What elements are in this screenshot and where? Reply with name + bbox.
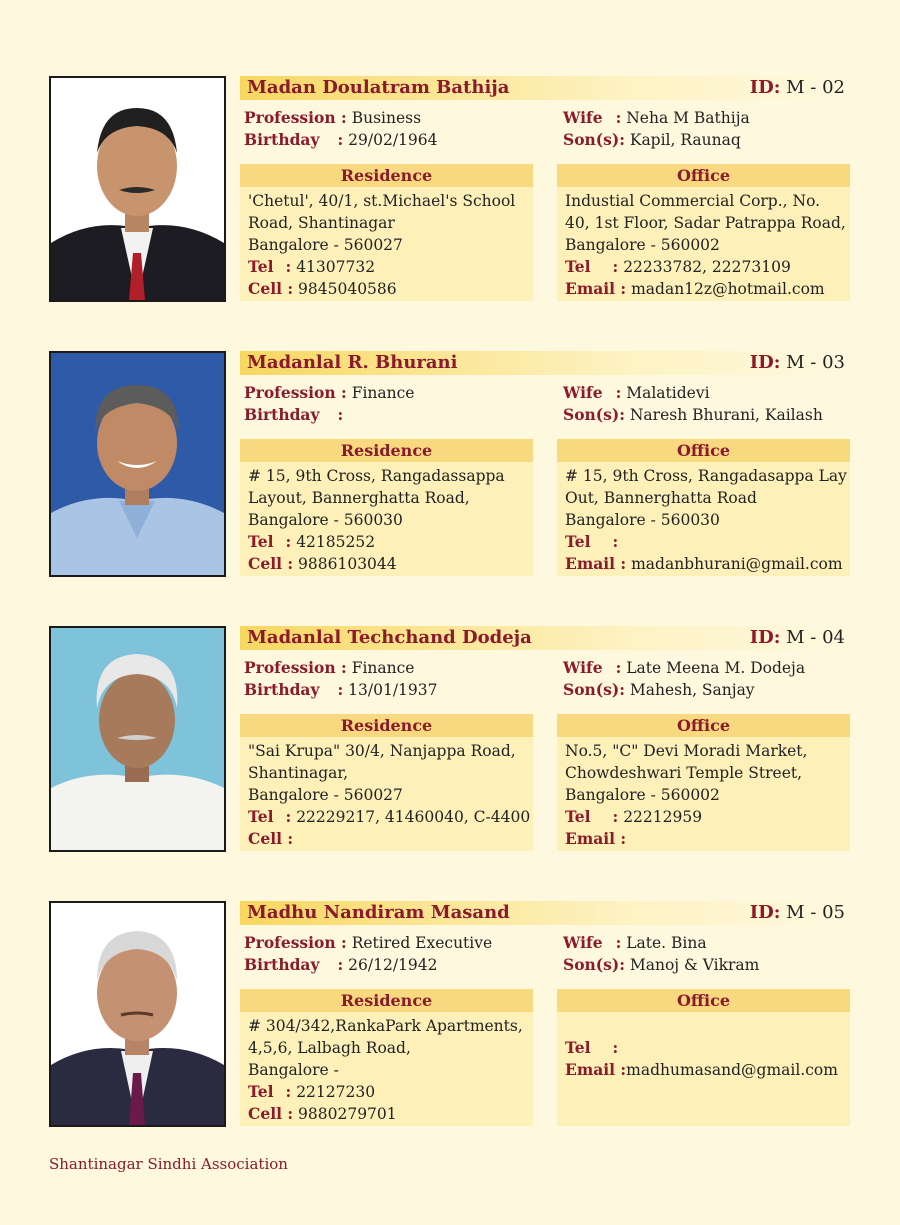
office-heading: Office [557, 164, 850, 187]
office-tel-row [565, 1037, 842, 1059]
wife-label: Wife [563, 658, 603, 677]
residence-address-line: Bangalore - 560027 [248, 786, 403, 804]
office-address-line: Industial Commercial Corp., No. [565, 192, 821, 210]
office-box [557, 989, 850, 1126]
residence-heading: Residence [240, 989, 533, 1012]
office-heading: Office [557, 989, 850, 1012]
office-heading: Office [557, 439, 850, 462]
sons-label: Son(s): [563, 955, 625, 974]
sons-value: Manoj & Vikram [629, 956, 760, 974]
birthday-label: Birthday [244, 405, 320, 424]
profession-label: Profession : [244, 933, 347, 952]
footer-association-name: Shantinagar Sindhi Association [49, 1155, 288, 1173]
sons-value: Kapil, Raunaq [629, 131, 741, 149]
profession-value: Finance [351, 659, 415, 677]
residence-cell-row [248, 553, 525, 575]
birthday-value: 29/02/1964 [348, 131, 438, 149]
office-address-line [565, 1015, 842, 1037]
tel-label: Tel [248, 1082, 274, 1101]
office-address-line: Bangalore - 560030 [565, 511, 720, 529]
member-photo [49, 351, 226, 577]
residence-address-line: Layout, Bannerghatta Road, [248, 489, 470, 507]
wife-value: Late Meena M. Dodeja [626, 659, 806, 677]
sons-value: Naresh Bhurani, Kailash [629, 406, 823, 424]
residence-box [240, 439, 533, 576]
office-heading: Office [557, 714, 850, 737]
residence-box [240, 164, 533, 301]
residence-address-line: Road, Shantinagar [248, 214, 395, 232]
id-value: M - 05 [786, 902, 845, 923]
cell-label: Cell : [248, 1104, 294, 1123]
portrait-image [51, 353, 224, 575]
wife-colon: : [615, 383, 622, 402]
tel-colon: : [612, 257, 619, 276]
office-box [557, 439, 850, 576]
profession-value: Finance [351, 384, 415, 402]
profession-row [244, 657, 414, 679]
office-box [557, 164, 850, 301]
residence-tel-row [248, 1081, 525, 1103]
id-label: ID: [749, 352, 781, 373]
residence-tel-row [248, 531, 525, 553]
residence-address-line: Bangalore - 560027 [248, 236, 403, 254]
email-label: Email : [565, 554, 627, 573]
wife-colon: : [615, 658, 622, 677]
birthday-colon: : [337, 130, 344, 149]
office-box [557, 714, 850, 851]
residence-heading: Residence [240, 714, 533, 737]
profession-row [244, 932, 492, 954]
email-label: Email : [565, 279, 627, 298]
member-entry [0, 901, 900, 1131]
tel-colon: : [612, 1038, 619, 1057]
residence-heading: Residence [240, 439, 533, 462]
cell-value: 9880279701 [298, 1105, 397, 1123]
residence-address-line: Bangalore - [248, 1061, 339, 1079]
birthday-label: Birthday [244, 955, 320, 974]
residence-tel-row [248, 806, 531, 828]
birthday-colon: : [337, 955, 344, 974]
tel-value: 41307732 [296, 258, 376, 276]
tel-value: 42185252 [296, 533, 376, 551]
office-email-row [565, 1059, 842, 1081]
id-value: M - 04 [786, 627, 845, 648]
wife-colon: : [615, 933, 622, 952]
residence-tel-row [248, 256, 525, 278]
member-name: Madhu Nandiram Masand [247, 902, 510, 923]
office-email-row [565, 278, 842, 300]
sons-value: Mahesh, Sanjay [629, 681, 755, 699]
member-id [750, 352, 845, 373]
office-tel-row [565, 531, 842, 553]
cell-value: 9845040586 [298, 280, 397, 298]
id-label: ID: [749, 627, 781, 648]
sons-row [563, 954, 759, 976]
cell-value: 9886103044 [298, 555, 397, 573]
tel-value: 22229217, 41460040, C-4400 [296, 808, 531, 826]
office-address-line: # 15, 9th Cross, Rangadasappa Lay [565, 467, 847, 485]
portrait-image [51, 903, 224, 1125]
office-address-line: Chowdeshwari Temple Street, [565, 764, 803, 782]
residence-box [240, 989, 533, 1126]
profession-label: Profession : [244, 383, 347, 402]
tel-value: 22212959 [623, 808, 703, 826]
tel-label: Tel [565, 807, 591, 826]
member-id [750, 902, 845, 923]
member-name: Madanlal R. Bhurani [247, 352, 458, 373]
office-address-line: No.5, "C" Devi Moradi Market, [565, 742, 808, 760]
member-id [750, 627, 845, 648]
residence-heading: Residence [240, 164, 533, 187]
tel-colon: : [612, 807, 619, 826]
residence-cell-row [248, 828, 525, 850]
member-photo [49, 626, 226, 852]
wife-label: Wife [563, 108, 603, 127]
wife-row [563, 932, 707, 954]
office-address-line: Bangalore - 560002 [565, 236, 720, 254]
birthday-label: Birthday [244, 130, 320, 149]
residence-cell-row [248, 1103, 525, 1125]
member-entry [0, 626, 900, 856]
residence-address-line: 'Chetul', 40/1, st.Michael's School [248, 192, 516, 210]
wife-value: Neha M Bathija [626, 109, 750, 127]
id-value: M - 02 [786, 77, 845, 98]
id-label: ID: [749, 77, 781, 98]
office-tel-row [565, 806, 842, 828]
tel-colon: : [612, 532, 619, 551]
member-entry [0, 351, 900, 581]
office-address-line: 40, 1st Floor, Sadar Patrappa Road, [565, 214, 846, 232]
residence-cell-row [248, 278, 525, 300]
profession-value: Business [351, 109, 422, 127]
residence-box [240, 714, 533, 851]
wife-row [563, 657, 805, 679]
profession-value: Retired Executive [351, 934, 493, 952]
wife-label: Wife [563, 933, 603, 952]
member-photo [49, 901, 226, 1127]
office-email-row [565, 553, 842, 575]
birthday-colon: : [337, 405, 344, 424]
email-value: madan12z@hotmail.com [631, 280, 825, 298]
birthday-label: Birthday [244, 680, 320, 699]
email-label: Email : [565, 829, 627, 848]
portrait-image [51, 78, 224, 300]
birthday-value: 13/01/1937 [348, 681, 438, 699]
tel-label: Tel [248, 807, 274, 826]
member-id [750, 77, 845, 98]
portrait-image [51, 628, 224, 850]
birthday-colon: : [337, 680, 344, 699]
profession-label: Profession : [244, 108, 347, 127]
member-photo [49, 76, 226, 302]
office-tel-row [565, 256, 842, 278]
sons-row [563, 129, 741, 151]
residence-address-line: # 304/342,RankaPark Apartments, [248, 1017, 523, 1035]
member-name: Madanlal Techchand Dodeja [247, 627, 532, 648]
wife-value: Malatidevi [626, 384, 710, 402]
tel-value: 22127230 [296, 1083, 376, 1101]
birthday-row [244, 129, 438, 151]
tel-label: Tel [248, 257, 274, 276]
wife-colon: : [615, 108, 622, 127]
residence-address-line: Bangalore - 560030 [248, 511, 403, 529]
profession-label: Profession : [244, 658, 347, 677]
email-value: madhumasand@gmail.com [626, 1061, 838, 1079]
sons-row [563, 679, 755, 701]
birthday-row [244, 954, 438, 976]
tel-colon: : [285, 807, 292, 826]
id-label: ID: [749, 902, 781, 923]
tel-label: Tel [565, 257, 591, 276]
sons-label: Son(s): [563, 130, 625, 149]
email-value: madanbhurani@gmail.com [631, 555, 843, 573]
profession-row [244, 382, 414, 404]
wife-value: Late. Bina [626, 934, 707, 952]
sons-label: Son(s): [563, 680, 625, 699]
residence-address-line: 4,5,6, Lalbagh Road, [248, 1039, 411, 1057]
cell-label: Cell : [248, 829, 294, 848]
cell-label: Cell : [248, 279, 294, 298]
tel-label: Tel [565, 1038, 591, 1057]
wife-row [563, 382, 710, 404]
profession-row [244, 107, 421, 129]
residence-address-line: # 15, 9th Cross, Rangadassappa [248, 467, 505, 485]
wife-row [563, 107, 750, 129]
tel-value: 22233782, 22273109 [623, 258, 791, 276]
birthday-row [244, 404, 343, 426]
tel-colon: : [285, 532, 292, 551]
residence-address-line: Shantinagar, [248, 764, 349, 782]
tel-colon: : [285, 1082, 292, 1101]
tel-label: Tel [565, 532, 591, 551]
birthday-row [244, 679, 438, 701]
cell-label: Cell : [248, 554, 294, 573]
id-value: M - 03 [786, 352, 845, 373]
tel-colon: : [285, 257, 292, 276]
office-address-line: Bangalore - 560002 [565, 786, 720, 804]
wife-label: Wife [563, 383, 603, 402]
tel-label: Tel [248, 532, 274, 551]
office-address-line: Out, Bannerghatta Road [565, 489, 757, 507]
sons-row [563, 404, 823, 426]
birthday-value: 26/12/1942 [348, 956, 438, 974]
residence-address-line: "Sai Krupa" 30/4, Nanjappa Road, [248, 742, 516, 760]
email-label: Email : [565, 1060, 627, 1079]
sons-label: Son(s): [563, 405, 625, 424]
member-entry [0, 76, 900, 306]
member-name: Madan Doulatram Bathija [247, 77, 510, 98]
office-email-row [565, 828, 842, 850]
